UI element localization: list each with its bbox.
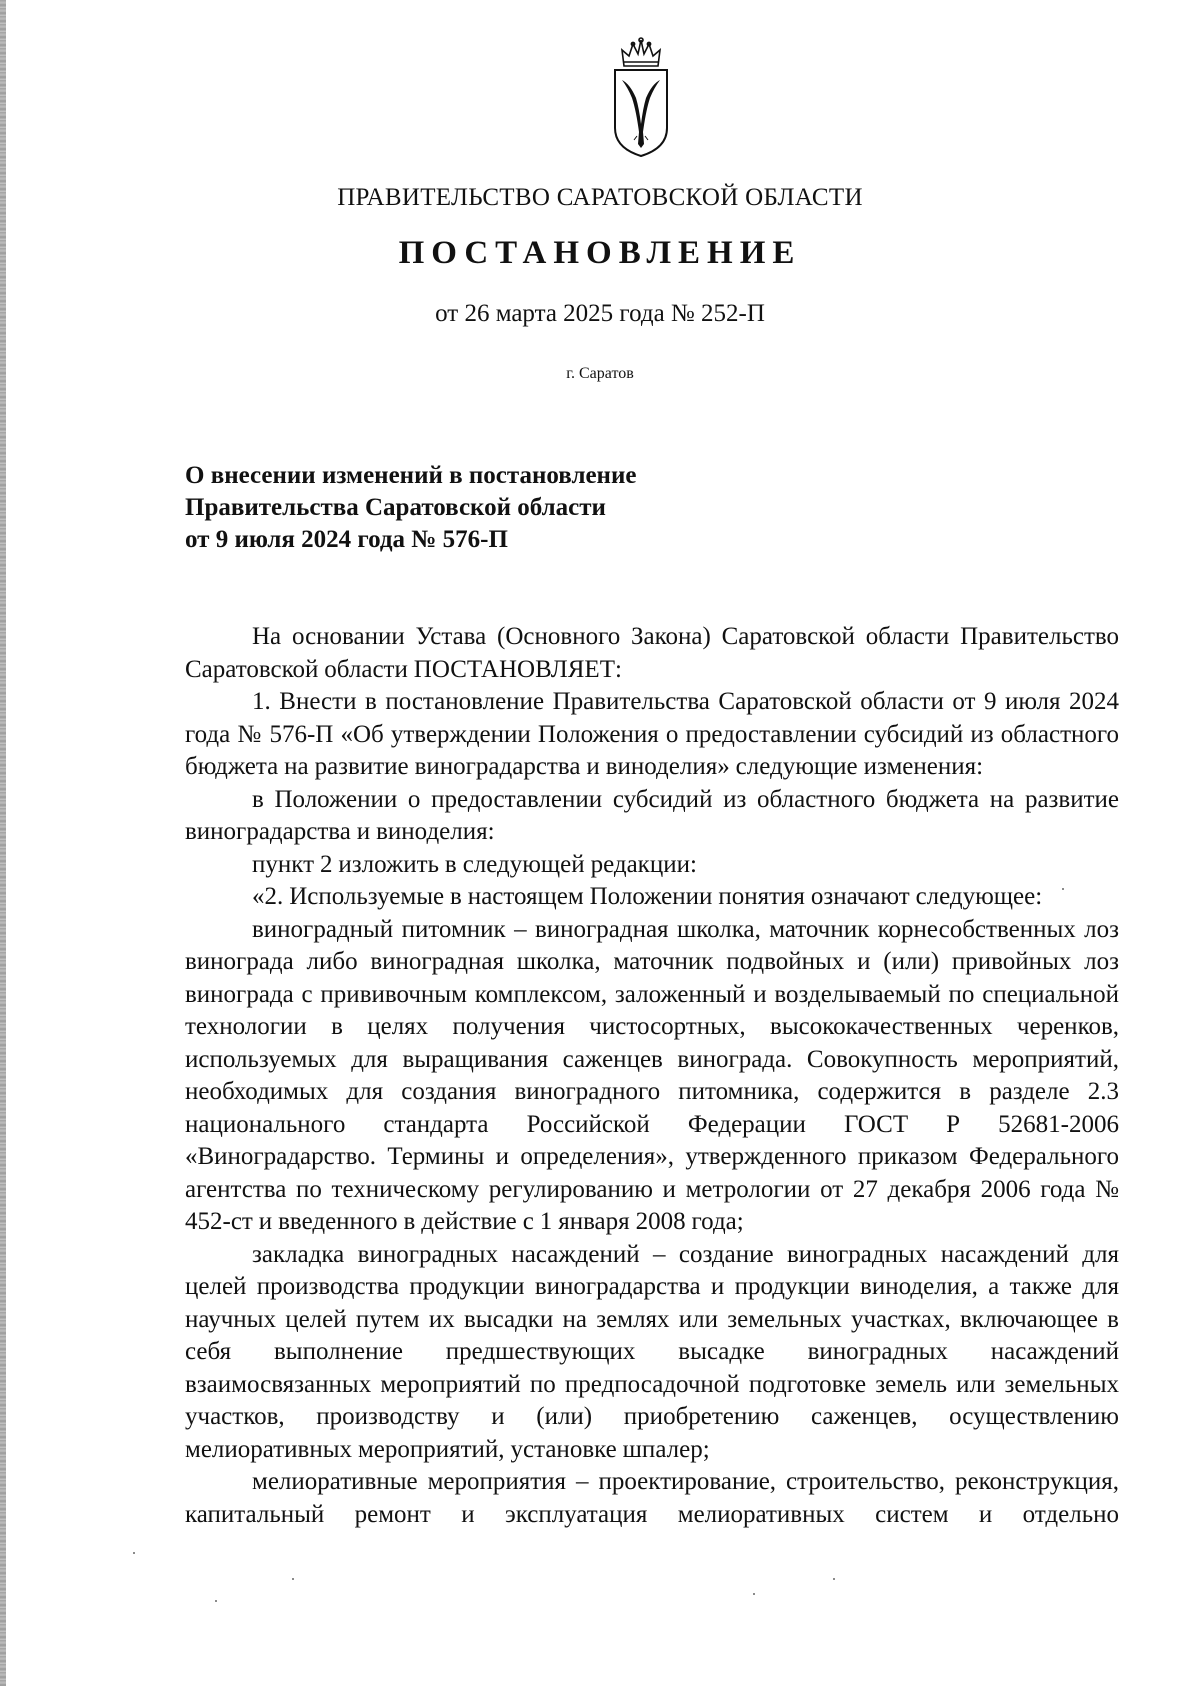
- document-city: г. Саратов: [566, 365, 634, 382]
- body-paragraph: пункт 2 изложить в следующей редакции:: [252, 850, 697, 878]
- scan-speck: [753, 1593, 755, 1595]
- document-type: ПОСТАНОВЛЕНИЕ: [398, 235, 802, 271]
- subject-line: от 9 июля 2024 года № 576-П: [185, 526, 508, 553]
- scan-speck: [133, 1552, 135, 1554]
- scan-speck: [292, 1578, 294, 1580]
- body-paragraph: 1. Внести в постановление Правительства Саратовской области от 9 июля 2024 года № 576-П «Об утверждении Положения о предоставлении субсидий из областного бюджета на развитие виноградарства и виноделия» следующие изменения:: [185, 688, 1119, 780]
- subject-line: Правительства Саратовской области: [185, 494, 606, 521]
- document-subject: [185, 460, 636, 556]
- subject-line: О внесении изменений в постановление: [185, 462, 637, 489]
- scan-speck: [215, 1600, 217, 1602]
- document-date-number: от 26 марта 2025 года № 252-П: [435, 300, 765, 327]
- organization-title: ПРАВИТЕЛЬСТВО САРАТОВСКОЙ ОБЛАСТИ: [337, 184, 863, 211]
- scan-speck: [1062, 888, 1064, 890]
- body-paragraph: мелиоративные мероприятия – проектирование, строительство, реконструкция, капитальный ремонт и эксплуатация мелиоративных систем и отдельно: [185, 1468, 1119, 1528]
- body-paragraph: На основании Устава (Основного Закона) Саратовской области Правительство Саратовской области ПОСТАНОВЛЯЕТ:: [185, 623, 1119, 683]
- scan-speck: [833, 1578, 835, 1580]
- body-paragraph: виноградный питомник – виноградная школка, маточник корнесобственных лоз винограда либо виноградная школка, маточник подвойных и (или) привойных лоз винограда с прививочным комплексом, заложенный и возделываемый по специальной технологии в целях получения чистосортных, высококачественных черенков, используемых для выращивания саженцев винограда. Совокупность мероприятий, необходимых для создания виноградного питомника, содержится в разделе 2.3 национального стандарта Российской Федерации ГОСТ Р 52681-2006 «Виноградарство. Термины и определения», утвержденного приказом Федерального агентства по техническому регулированию и метрологии от 27 декабря 2006 года № 452-ст и введенного в действие с 1 января 2008 года;: [185, 915, 1119, 1235]
- document-body: [185, 621, 1119, 1531]
- coat-of-arms-icon: [610, 36, 672, 158]
- body-paragraph: закладка виноградных насаждений – создание виноградных насаждений для целей производства продукции виноградарства и продукции виноделия, а также для научных целей путем их высадки на землях или земельных участках, включающее в себя выполнение предшествующих высадке виноградных насаждений взаимосвязанных мероприятий по предпосадочной подготовке земель или земельных участков, производству и (или) приобретению саженцев, осуществлению мелиоративных мероприятий, установке шпалер;: [185, 1240, 1119, 1463]
- body-paragraph: «2. Используемые в настоящем Положении понятия означают следующее:: [252, 883, 1043, 910]
- body-paragraph: в Положении о предоставлении субсидий из областного бюджета на развитие виноградарства и виноделия:: [185, 785, 1119, 845]
